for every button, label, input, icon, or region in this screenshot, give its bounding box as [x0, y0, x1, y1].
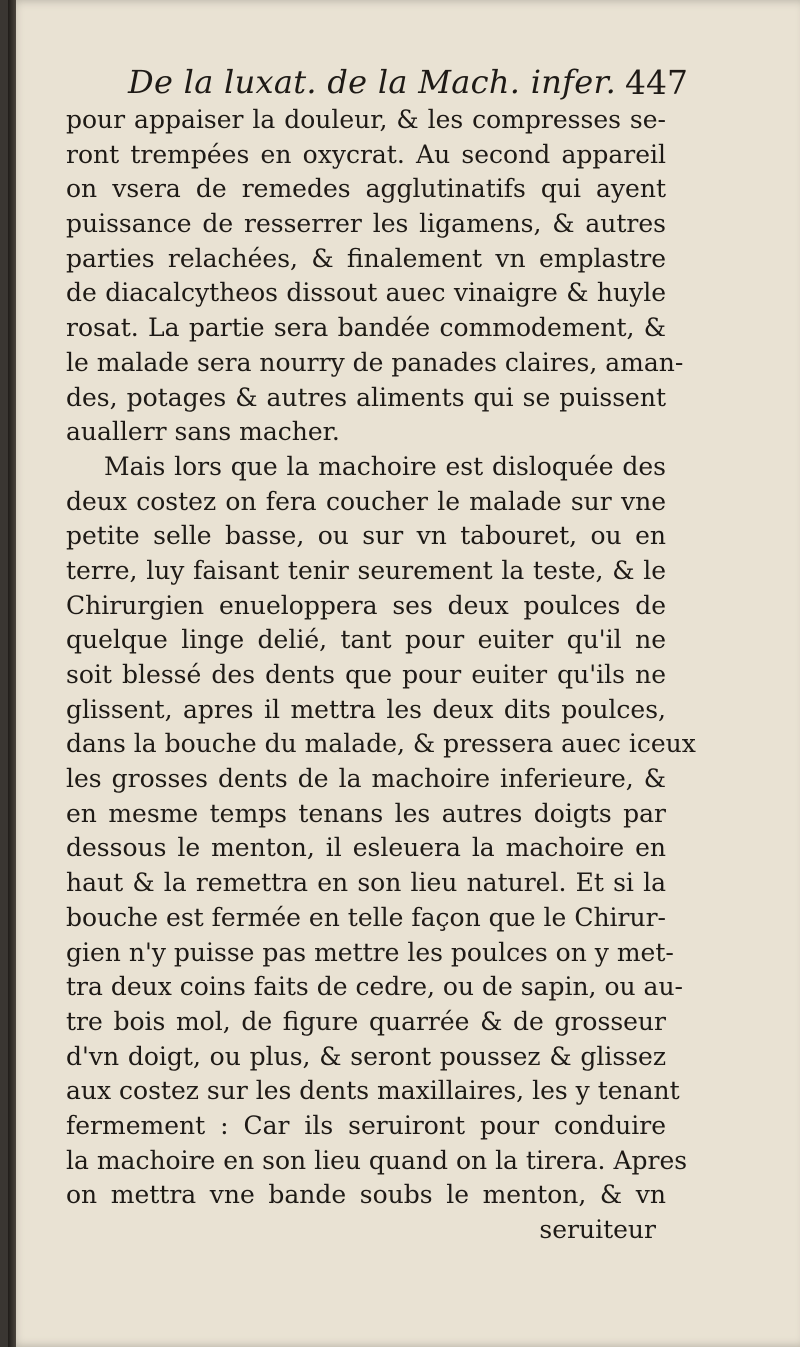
text-line: de diacalcytheos dissout auec vinaigre & huyle — [66, 278, 666, 308]
page-number: 447 — [625, 63, 688, 102]
running-header — [118, 55, 718, 105]
text-line: gien n'y puisse pas mettre les poulces on y met- — [66, 937, 674, 967]
paragraph-start-line: Mais lors que la machoire est disloquée des — [104, 451, 666, 481]
text-line: quelque linge delié, tant pour euiter qu'il ne — [66, 625, 666, 655]
text-line: la machoire en son lieu quand on la tirera. Apres — [66, 1145, 688, 1175]
text-line: le malade sera nourry de panades claires, aman- — [66, 347, 684, 377]
text-line: Chirurgien enueloppera ses deux poulces de — [66, 590, 666, 620]
text-line: auallerr sans macher. — [66, 417, 340, 447]
text-line: pour appaiser la douleur, & les compresses se- — [66, 105, 666, 134]
catchword: seruiteur — [539, 1215, 656, 1244]
text-line: petite selle basse, ou sur vn tabouret, ou en — [66, 521, 666, 551]
running-title: De la luxat. de la Mach. infer. — [128, 63, 617, 101]
text-line: parties relachées, & finalement vn emplastre — [66, 243, 666, 273]
text-line: fermement : Car ils seruiront pour conduire — [66, 1110, 666, 1140]
text-line: aux costez sur les dents maxillaires, les y tenant — [66, 1076, 680, 1106]
text-line: haut & la remettra en son lieu naturel. Et si la — [66, 868, 666, 898]
text-line: tre bois mol, de figure quarrée & de grosseur — [66, 1006, 666, 1036]
text-line: bouche est fermée en telle façon que le Chirur- — [66, 902, 666, 932]
text-line: terre, luy faisant tenir seurement la teste, & le — [66, 555, 666, 585]
text-line: soit blessé des dents que pour euiter qu'ils ne — [66, 660, 666, 689]
text-line: puissance de resserrer les ligamens, & autres — [66, 209, 666, 239]
body-text — [66, 103, 696, 1248]
text-line: dans la bouche du malade, & pressera auec iceux — [66, 729, 696, 759]
text-line: d'vn doigt, ou plus, & seront poussez & glissez — [66, 1041, 666, 1071]
text-line: on mettra vne bande soubs le menton, & vn — [66, 1180, 666, 1210]
text-line: dessous le menton, il esleuera la machoire en — [66, 833, 666, 863]
text-line: en mesme temps tenans les autres doigts par — [66, 798, 666, 828]
text-line: rosat. La partie sera bandée commodement, & — [66, 313, 666, 343]
book-page — [8, 0, 800, 1347]
text-line: ront trempées en oxycrat. Au second appareil — [66, 139, 666, 169]
text-line: glissent, apres il mettra les deux dits poulces, — [66, 694, 666, 724]
text-line: on vsera de remedes agglutinatifs qui ayent — [66, 174, 666, 204]
text-line: les grosses dents de la machoire inferieure, & — [66, 764, 666, 794]
page-binding-edge — [8, 0, 16, 1347]
text-line: tra deux coins faits de cedre, ou de sapin, ou au- — [66, 972, 684, 1002]
text-line: deux costez on fera coucher le malade sur vne — [66, 486, 666, 516]
text-line: des, potages & autres aliments qui se puissent — [66, 382, 666, 412]
